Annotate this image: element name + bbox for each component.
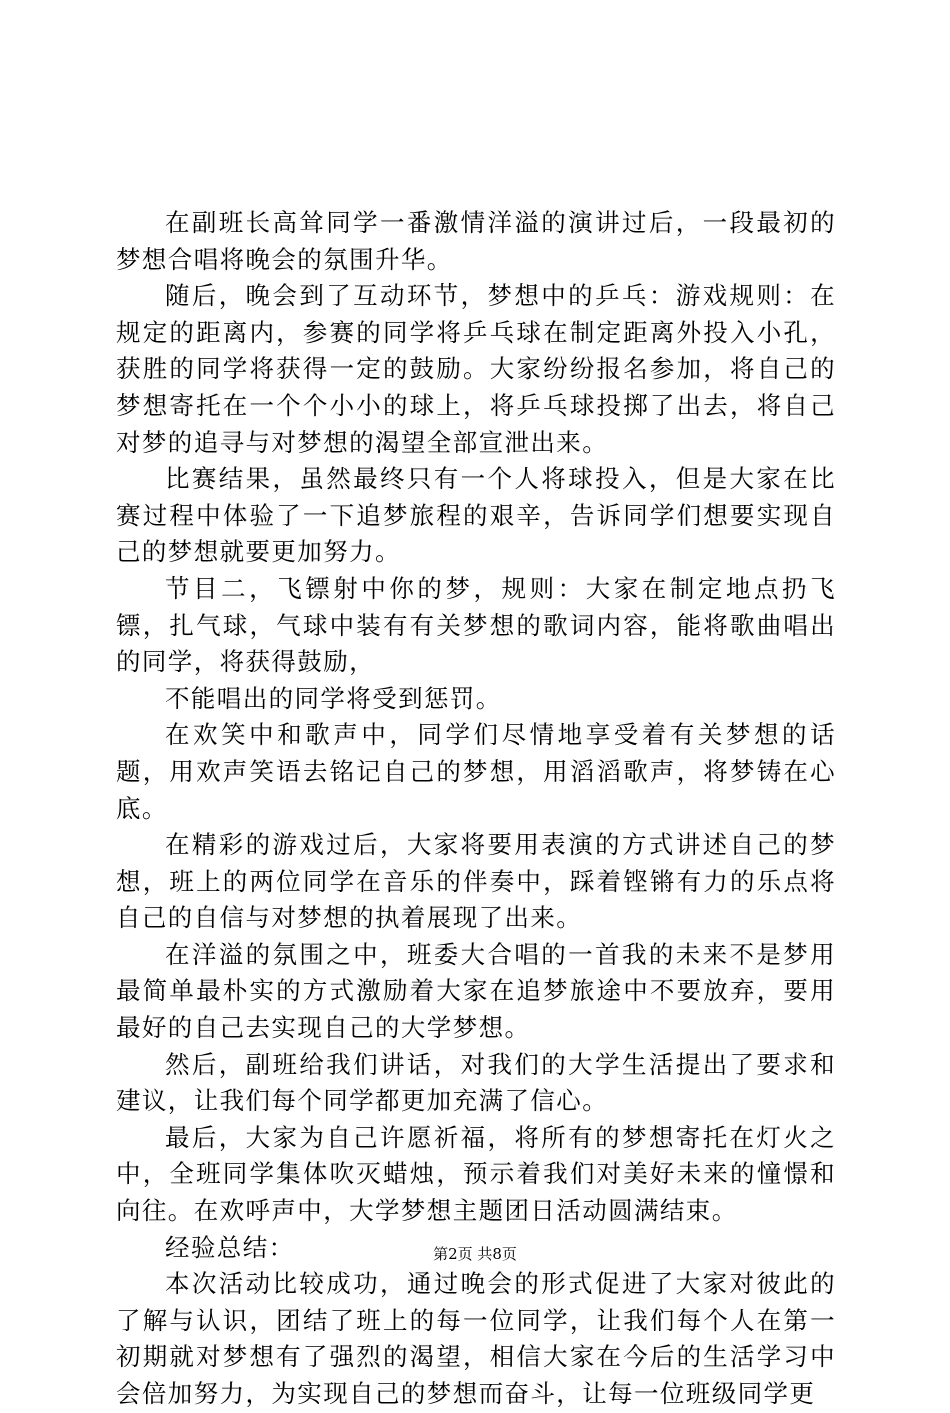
page-number-footer: 第2页 共8页 (433, 1245, 517, 1263)
paragraph: 在精彩的游戏过后，大家将要用表演的方式讲述自己的梦想，班上的两位同学在音乐的伴奏中，踩着铿锵有力的乐点将自己的自信与对梦想的执着展现了出来。 (116, 830, 836, 933)
paragraph: 最后，大家为自己许愿祈福，将所有的梦想寄托在灯火之中，全班同学集体吹灭蜡烛，预示着我们对美好未来的憧憬和向往。在欢呼声中，大学梦想主题团日活动圆满结束。 (116, 1122, 836, 1226)
paragraph: 在副班长高耸同学一番激情洋溢的演讲过后，一段最初的梦想合唱将晚会的氛围升华。 (116, 208, 836, 274)
paragraph: 不能唱出的同学将受到惩罚。 (165, 683, 502, 713)
paragraph: 本次活动比较成功，通过晚会的形式促进了大家对彼此的了解与认识，团结了班上的每一位同学，让我们每个人在第一初期就对梦想有了强烈的渴望，相信大家在今后的生活学习中会倍加努力，为实现自己的梦想而奋斗，让每一位班级同学更 (116, 1269, 836, 1408)
paragraph: 随后，晚会到了互动环节，梦想中的乒乓：游戏规则：在规定的距离内，参赛的同学将乒乓球在制定距离外投入小孔，获胜的同学将获得一定的鼓励。大家纷纷报名参加，将自己的梦想寄托在一个个小小的球上，将乒乓球投掷了出去，将自己对梦的追寻与对梦想的渴望全部宣泄出来。 (116, 281, 836, 457)
paragraph: 然后，副班给我们讲话，对我们的大学生活提出了要求和建议，让我们每个同学都更加充满了信心。 (116, 1049, 836, 1116)
paragraph: 比赛结果，虽然最终只有一个人将球投入，但是大家在比赛过程中体验了一下追梦旅程的艰辛，告诉同学们想要实现自己的梦想就要更加努力。 (116, 464, 836, 567)
section-heading: 经验总结： (165, 1232, 295, 1262)
paragraph: 在欢笑中和歌声中，同学们尽情地享受着有关梦想的话题，用欢声笑语去铭记自己的梦想，用滔滔歌声，将梦铸在心底。 (116, 720, 836, 823)
paragraph: 节目二，飞镖射中你的梦，规则：大家在制定地点扔飞镖，扎气球，气球中装有有关梦想的歌词内容，能将歌曲唱出的同学，将获得鼓励， (116, 573, 836, 677)
paragraph: 在洋溢的氛围之中，班委大合唱的一首我的未来不是梦用最简单最朴实的方式激励着大家在追梦旅途中不要放弃，要用最好的自己去实现自己的大学梦想。 (116, 939, 836, 1043)
document-body (116, 205, 836, 1413)
